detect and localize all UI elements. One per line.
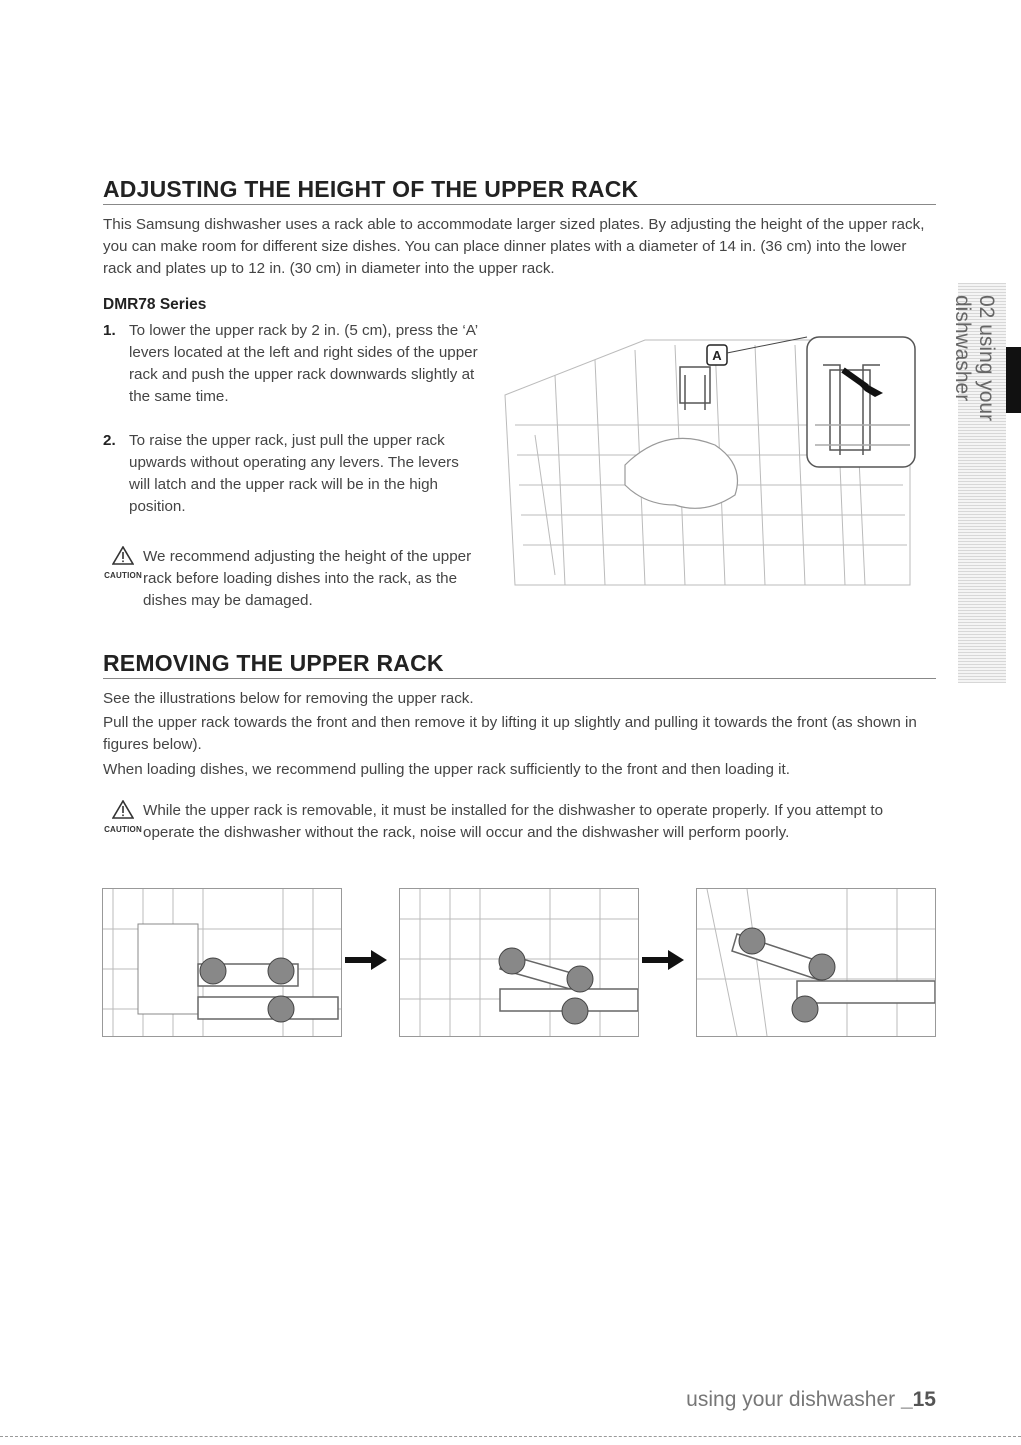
page-footer <box>686 1388 936 1412</box>
caution-note-2 <box>100 800 920 844</box>
rack-height-figure <box>495 315 920 605</box>
step-text: To lower the upper rack by 2 in. (5 cm), press the ‘A’ levers located at the left and right sides of the upper rack and push the upper rack downwards slightly at the same time. <box>129 322 478 405</box>
step-text: To raise the upper rack, just pull the upper rack upwards without operating any levers. The levers will latch and the upper rack will be in the high position. <box>129 432 459 515</box>
removing-paragraph-3: When loading dishes, we recommend pulling the upper rack sufficiently to the front and then loading it. <box>103 761 790 778</box>
chapter-side-tab-label: 02 using your dishwasher <box>951 295 998 422</box>
section-title-removing: REMOVING THE UPPER RACK <box>103 650 936 679</box>
chapter-marker <box>1006 347 1021 413</box>
page-number: _15 <box>900 1388 936 1411</box>
next-arrow-icon <box>642 950 684 970</box>
removal-figure-2 <box>399 888 639 1037</box>
section-title-adjusting: ADJUSTING THE HEIGHT OF THE UPPER RACK <box>103 176 936 205</box>
bottom-rule <box>0 1436 1021 1437</box>
caution-text: While the upper rack is removable, it must be installed for the dishwasher to operate properly. If you attempt to operate the dishwasher without the rack, noise will occur and the dishwasher will perform poorly. <box>143 802 884 841</box>
step-number: 2. <box>103 432 116 449</box>
caution-icon <box>100 800 146 841</box>
removing-paragraph-2: Pull the upper rack towards the front and then remove it by lifting it up slightly and pulling it towards the front (as shown in figures below). <box>103 714 917 753</box>
removal-figure-3 <box>696 888 936 1037</box>
step-1 <box>103 320 483 408</box>
removal-figure-1 <box>102 888 342 1037</box>
next-arrow-icon <box>345 950 387 970</box>
caution-label: CAUTION <box>104 571 142 580</box>
caution-icon <box>100 546 146 587</box>
intro-paragraph: This Samsung dishwasher uses a rack able to accommodate larger sized plates. By adjusting the height of the upper rack, you can make room for different size dishes. You can place dinner plates with a diameter of 14 in. (36 cm) into the lower rack and plates up to 12 in. (30 cm) in diameter into the upper rack. <box>103 216 925 277</box>
series-heading: DMR78 Series <box>103 296 207 313</box>
step-number: 1. <box>103 322 116 339</box>
caution-text: We recommend adjusting the height of the upper rack before loading dishes into the rack, as the dishes may be damaged. <box>143 548 472 609</box>
caution-label: CAUTION <box>104 825 142 834</box>
callout-a-label: A <box>712 348 722 363</box>
removing-paragraph-1: See the illustrations below for removing the upper rack. <box>103 690 474 707</box>
caution-note-1 <box>100 546 480 612</box>
footer-label: using your dishwasher <box>686 1388 901 1411</box>
step-2 <box>103 430 483 518</box>
